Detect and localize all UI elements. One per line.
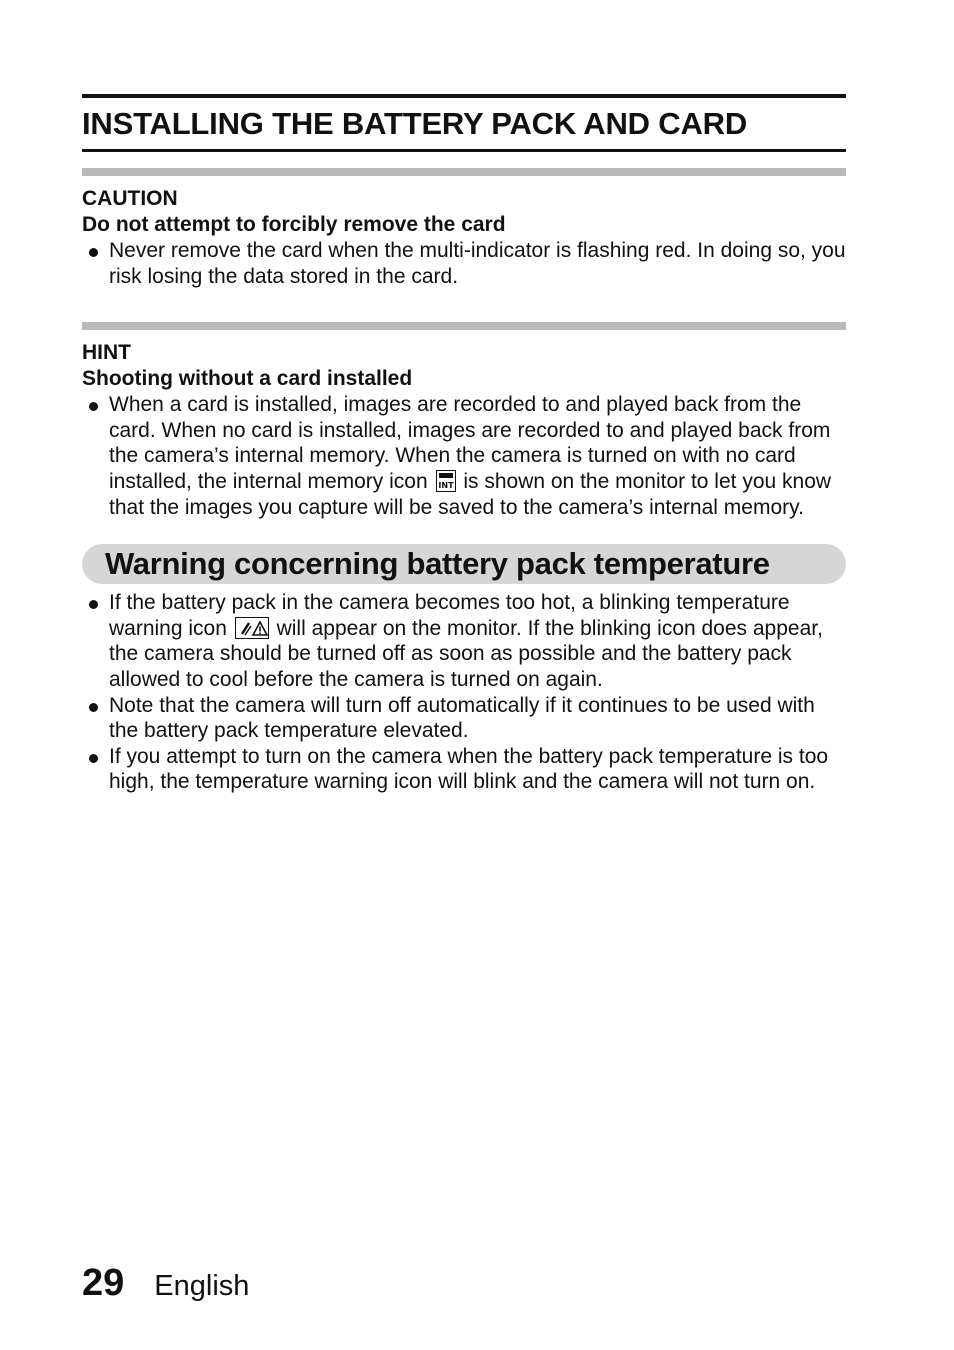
manual-page [82,94,846,795]
hint-bullet-text-a: When a card is installed, images are recorded to and played back from the card. When no card is installed, images are recorded to and played back from the camera’s internal memory. When the camera is turned on with no card installed, the internal memory icon [109,393,831,493]
bullet-icon [89,248,98,257]
warning-bullet-2: Note that the camera will turn off automatically if it continues to be used with the battery pack temperature elevated. [109,693,815,743]
internal-memory-icon [436,470,456,492]
caution-list [82,238,846,289]
caution-heading: Do not attempt to forcibly remove the card [82,213,506,236]
warning-heading: Warning concerning battery pack temperature [82,544,846,584]
list-item [82,238,846,289]
list-item [82,744,846,795]
page-title: INSTALLING THE BATTERY PACK AND CARD [82,106,748,141]
caution-section [82,186,846,289]
warning-bullet-1-b: will appear on the monitor. If the blinking icon does appear, the camera should be turned off as soon as possible and the battery pack allowed to cool before the camera is turned on again. [109,616,823,691]
list-item [82,693,846,744]
warning-bullet-3: If you attempt to turn on the camera when the battery pack temperature is too high, the temperature warning icon will blink and the camera will not turn on. [109,744,829,794]
svg-text:INT: INT [437,480,454,490]
bullet-icon [89,754,98,763]
hint-section [82,340,846,520]
warning-bullet-1-a: If the battery pack in the camera becomes too hot, a blinking temperature warning icon [109,591,790,640]
hint-list [82,392,846,520]
list-item [82,392,846,520]
title-top-rule [82,94,846,98]
list-item [82,590,846,692]
hint-bar [82,322,846,330]
temperature-warning-icon [235,617,269,639]
caution-bullet-text: Never remove the card when the multi-indicator is flashing red. In doing so, you risk losing the data stored in the card. [109,239,846,288]
caution-bar [82,168,846,176]
page-footer [82,1262,249,1305]
caution-label: CAUTION [82,187,178,210]
bullet-icon [89,402,98,411]
hint-heading: Shooting without a card installed [82,367,413,391]
language-label: English [154,1270,250,1302]
bullet-icon [89,600,98,609]
hint-bullet-text-b: is shown on the monitor to let you know that the images you capture will be saved to the camera’s internal memory. [109,469,832,519]
bullet-icon [89,703,98,712]
hint-label: HINT [82,341,131,365]
warning-list [82,590,846,795]
page-number: 29 [82,1262,125,1304]
